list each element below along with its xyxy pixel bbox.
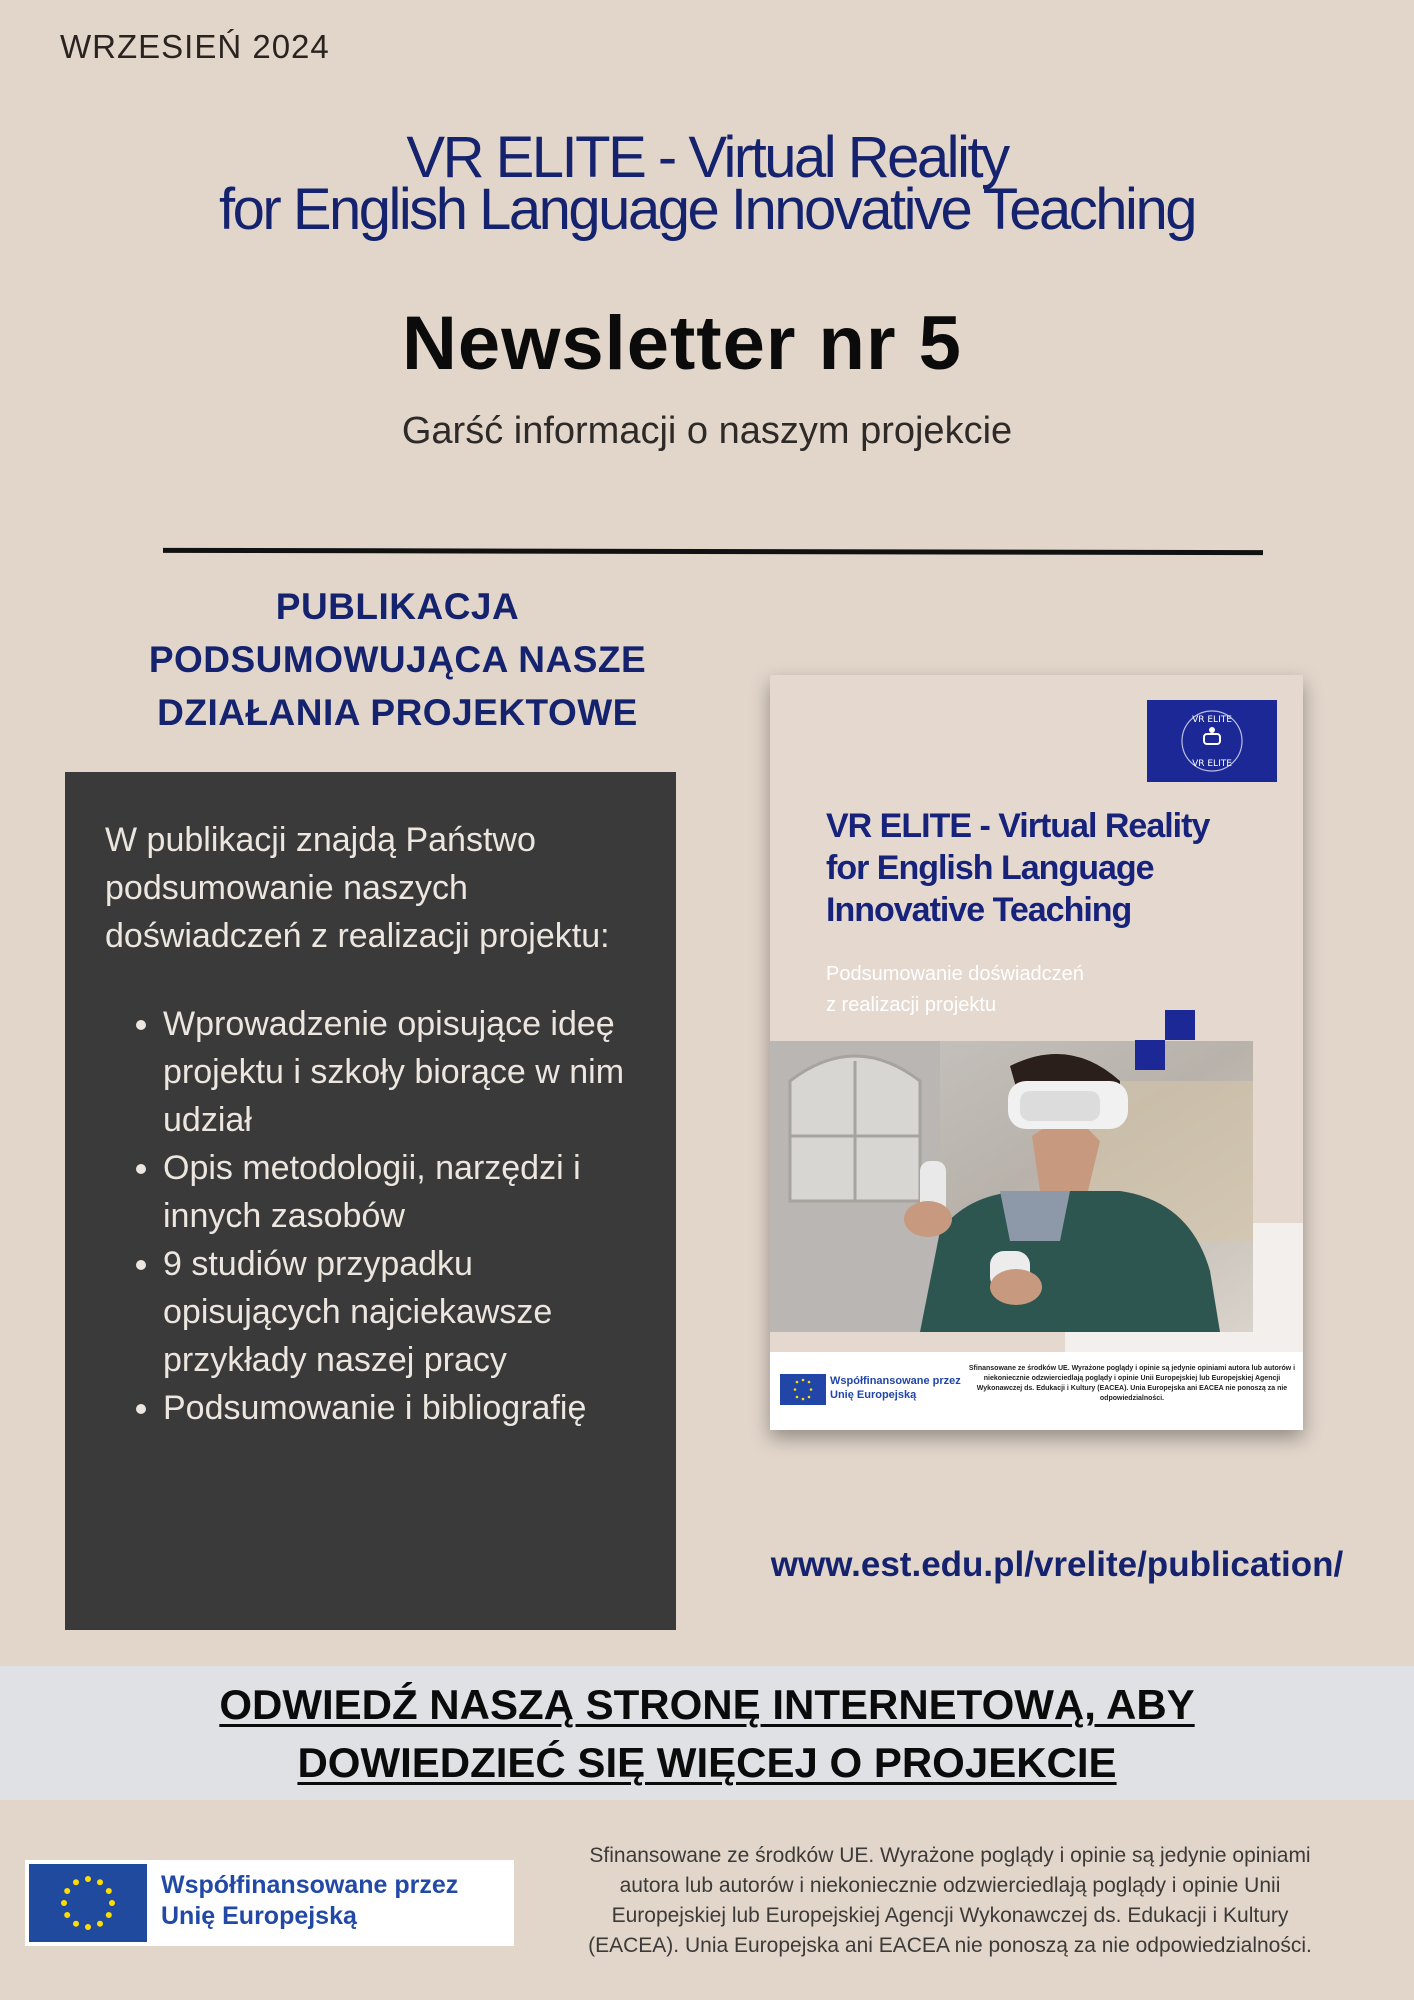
vr-elite-logo [1147,700,1277,782]
project-title-line-2: for English Language Innovative Teaching [219,177,1195,242]
newsletter-heading: Newsletter nr 5 [402,301,962,386]
cover-disclaimer: Sfinansowane ze środków UE. Wyrażone poglądy i opinie są jedynie opiniami autora lub autorów i niekoniecznie odzwierciedlają poglądy i opinie Unii Europejskiej lub Europejskiej Agencji Wykonawczej ds. Edukacji i Kultury (EACEA). Unia Europejska ani EACEA nie ponoszą za nie odpowiedzialności. [968,1365,1296,1402]
disclaimer-line-2: autora lub autorów i niekoniecznie odzwierciedlają poglądy i opinie Unii [619,1874,1281,1897]
eu-cofunded-badge [25,1860,514,1946]
funding-disclaimer [535,1841,1365,1961]
cover-title-line-1: VR ELITE - Virtual Reality [826,807,1210,845]
logo-text-bottom: VR ELITE [1192,759,1232,769]
cover-footer [770,1352,1303,1430]
section-heading-line-2: PODSUMOWUJĄCA NASZE [148,639,647,680]
cover-title [826,805,1266,931]
cover-title-line-3: Innovative Teaching [826,891,1132,929]
list-item: • Opis metodologii, narzędzi i innych zasobów [163,1144,646,1240]
website-cta-band [0,1666,1414,1800]
cover-subtitle [826,959,1084,1021]
disclaimer-line-4: (EACEA). Unia Europejska ani EACEA nie ponoszą za nie odpowiedzialności. [588,1934,1312,1957]
eu-label-line-1: Współfinansowane przez [161,1871,459,1899]
list-item: • Podsumowanie i bibliografię [163,1384,646,1432]
section-heading-line-1: PUBLIKACJA [275,586,520,627]
list-item: • 9 studiów przypadku opisujących najciekawsze przykłady naszej pracy [163,1240,646,1384]
cta-line-1[interactable]: ODWIEDŹ NASZĄ STRONĘ INTERNETOWĄ, ABY [219,1681,1195,1728]
eu-label-line-2: Unię Europejską [161,1902,357,1930]
eu-cofunded-label [161,1870,458,1932]
publication-cover-image [770,675,1303,1430]
eu-flag-icon [780,1374,826,1405]
newsletter-subtitle: Garść informacji o naszym projekcie [401,410,1013,452]
project-title-line-1: VR ELITE - Virtual Reality [406,125,1008,190]
cover-eu-label-line-1: Współfinansowane przez [830,1375,961,1387]
divider-line [163,548,1263,555]
disclaimer-line-3: Europejskiej lub Europejskiej Agencji Wykonawczej ds. Edukacji i Kultury [611,1904,1289,1927]
vr-headset-photo [770,1041,1253,1332]
logo-text-top: VR ELITE [1192,715,1232,725]
cover-subtitle-line-1: Podsumowanie doświadczeń [826,963,1084,985]
disclaimer-line-1: Sfinansowane ze środków UE. Wyrażone poglądy i opinie są jedynie opiniami [589,1844,1311,1867]
section-heading [90,580,705,739]
cover-square-2 [1135,1040,1165,1070]
cta-line-2[interactable]: DOWIEDZIEĆ SIĘ WIĘCEJ O PROJEKCIE [297,1739,1117,1786]
cover-title-line-2: for English Language [826,849,1154,887]
project-title [0,125,1414,242]
section-heading-line-3: DZIAŁANIA PROJEKTOWE [157,692,638,733]
eu-flag-icon [29,1864,147,1942]
summary-intro: W publikacji znajdą Państwo podsumowanie naszych doświadczeń z realizacji projektu: [105,821,610,955]
cover-square-1 [1165,1010,1195,1040]
vr-elite-logo-icon [1171,704,1253,778]
contents-list [105,1000,646,1432]
cover-subtitle-line-2: z realizacji projektu [826,994,997,1016]
cover-eu-label-line-2: Unię Europejską [830,1389,917,1401]
issue-date: WRZESIEŃ 2024 [60,28,330,65]
cover-eu-label [830,1374,961,1402]
website-cta-link[interactable] [0,1676,1414,1792]
publication-summary-box [65,772,676,1630]
publication-link[interactable]: www.est.edu.pl/vrelite/publication/ [770,1545,1344,1584]
list-item: • Wprowadzenie opisujące ideę projektu i szkoły biorące w nim udział [163,1000,646,1144]
